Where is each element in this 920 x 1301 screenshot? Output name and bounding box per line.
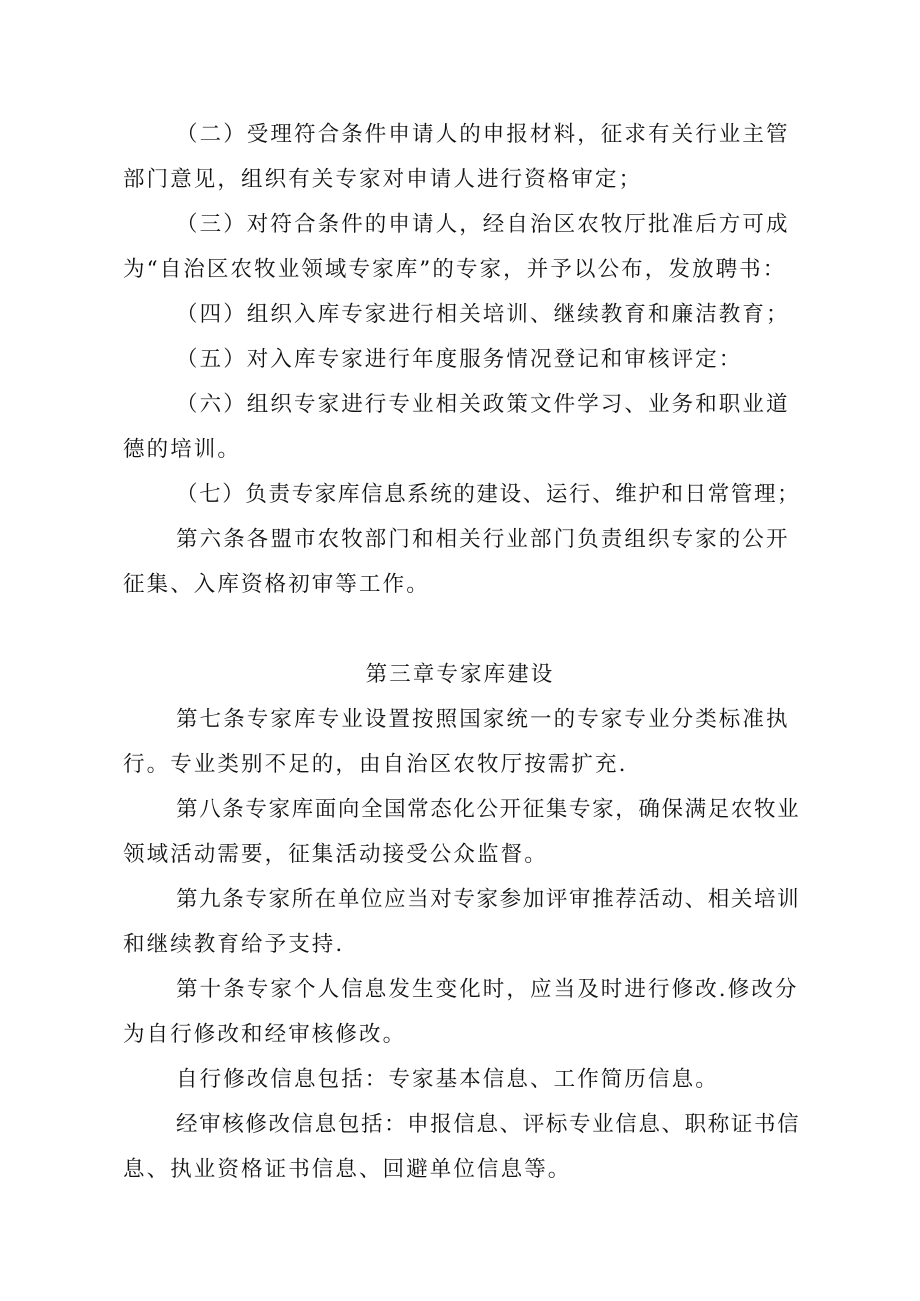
paragraph-line-article-7-start: 第七条专家库专业设置按照国家统一的专家专业分类标准执	[176, 707, 790, 732]
paragraph-line-reviewed-edit-cont: 息、执业资格证书信息、回避单位信息等。	[123, 1157, 572, 1182]
paragraph-line-article-8-start: 第八条专家库面向全国常态化公开征集专家，确保满足农牧业	[176, 797, 801, 822]
paragraph-line-item-2-cont: 部门意见，组织有关专家对申请人进行资格审定；	[123, 167, 643, 192]
paragraph-line-item-6-start: （六）组织专家进行专业相关政策文件学习、业务和职业道	[176, 392, 790, 417]
paragraph-line-item-7: （七）负责专家库信息系统的建设、运行、维护和日常管理；	[176, 482, 801, 507]
paragraph-line-article-6-cont: 征集、入库资格初审等工作。	[123, 572, 430, 597]
paragraph-line-article-10-start: 第十条专家个人信息发生变化时，应当及时进行修改.修改分	[176, 977, 799, 1002]
chapter-heading: 第三章专家库建设	[365, 662, 555, 687]
paragraph-line-item-6-cont: 德的培训。	[123, 437, 242, 462]
paragraph-line-item-5: （五）对入库专家进行年度服务情况登记和审核评定：	[176, 347, 743, 372]
paragraph-line-article-7-cont: 行。专业类别不足的，由自治区农牧厅按需扩充.	[123, 752, 628, 777]
paragraph-line-item-3-start: （三）对符合条件的申请人，经自治区农牧厅批准后方可成	[176, 212, 790, 237]
paragraph-line-article-9-cont: 和继续教育给予支持.	[123, 932, 345, 957]
paragraph-line-item-3-cont: 为“自治区农牧业领域专家库”的专家，并予以公布，发放聘书：	[123, 257, 787, 282]
paragraph-line-item-2-start: （二）受理符合条件申请人的申报材料，征求有关行业主管	[176, 122, 790, 147]
paragraph-line-self-edit: 自行修改信息包括：专家基本信息、工作简历信息。	[176, 1067, 719, 1092]
paragraph-line-article-6-start: 第六条各盟市农牧部门和相关行业部门负责组织专家的公开	[176, 527, 790, 552]
paragraph-line-article-8-cont: 领域活动需要，征集活动接受公众监督。	[123, 842, 548, 867]
paragraph-line-item-4: （四）组织入库专家进行相关培训、继续教育和廉洁教育；	[176, 302, 790, 327]
paragraph-line-article-9-start: 第九条专家所在单位应当对专家参加评审推荐活动、相关培训	[176, 887, 801, 912]
paragraph-line-reviewed-edit-start: 经审核修改信息包括：申报信息、评标专业信息、职称证书信	[176, 1112, 801, 1137]
paragraph-line-article-10-cont: 为自行修改和经审核修改。	[123, 1022, 407, 1047]
